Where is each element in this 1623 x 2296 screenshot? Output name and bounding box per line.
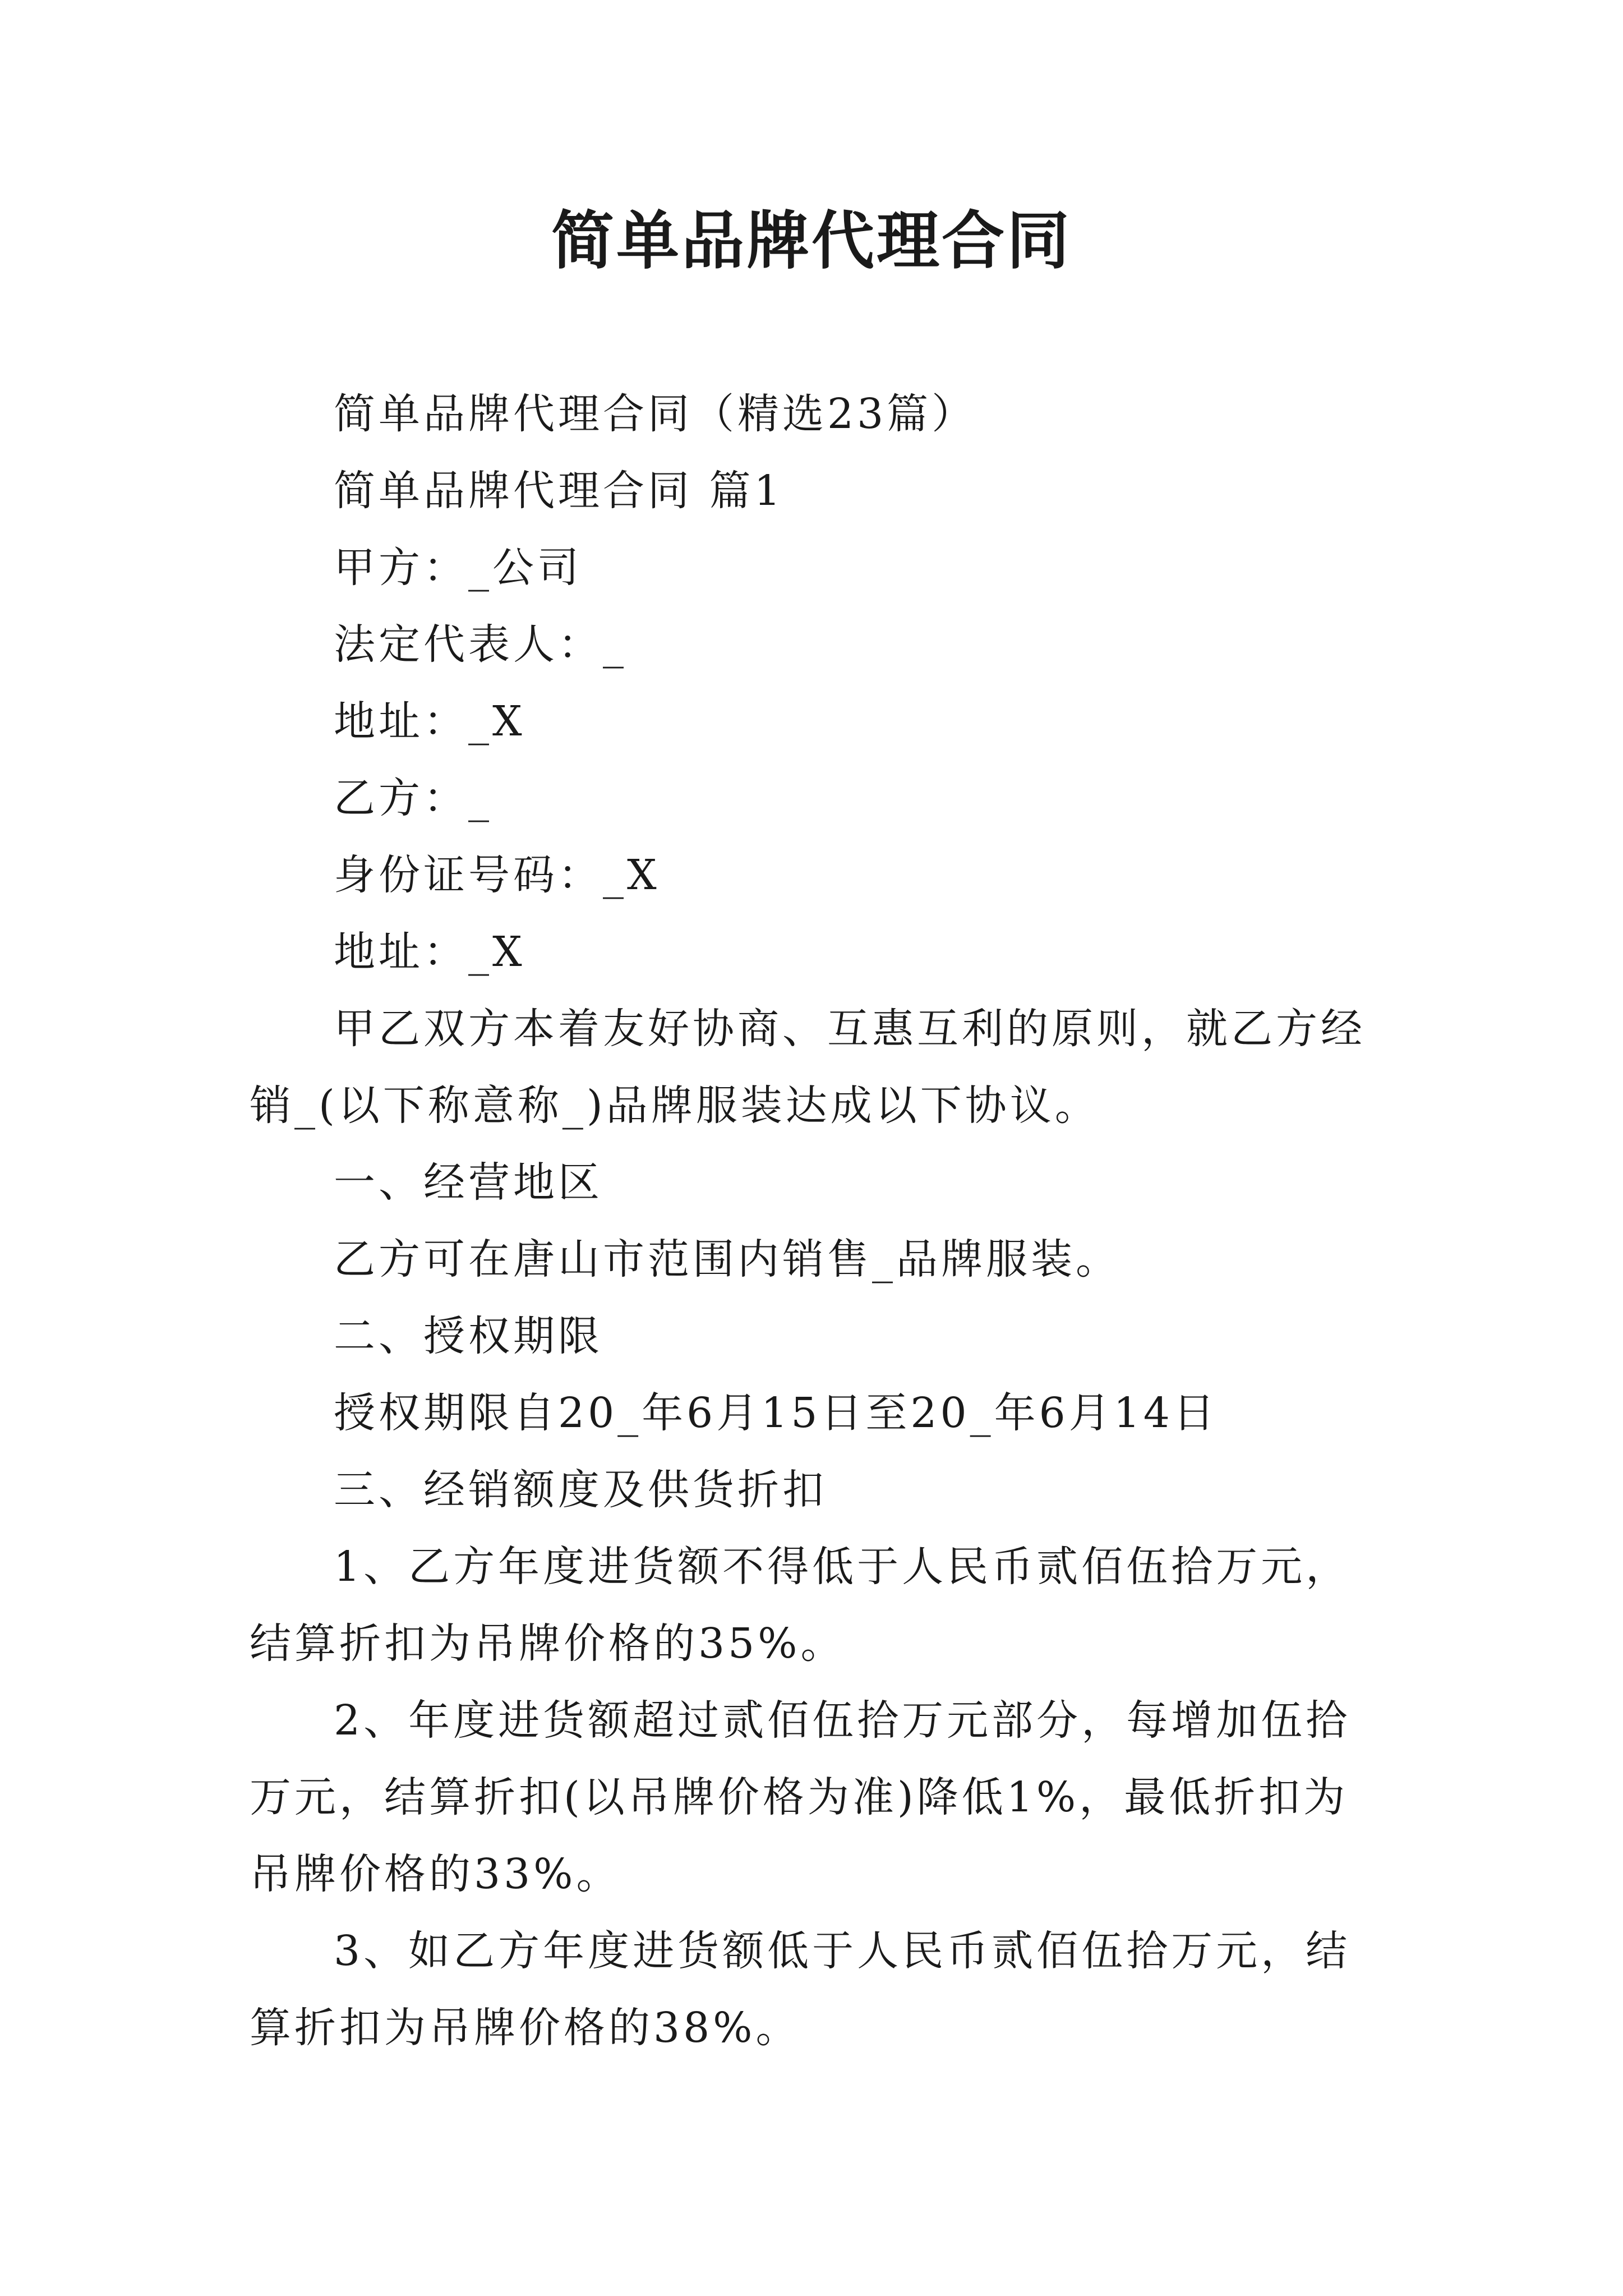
paragraph-clause-3-heading: 三、经销额度及供货折扣 bbox=[334, 1466, 827, 1514]
paragraph-party-a: 甲方：_公司 bbox=[334, 544, 582, 592]
paragraph-clause-3-item-1: 1、乙方年度进货额不得低于人民币贰佰伍拾万元，结算折扣为吊牌价格的35%。 bbox=[250, 1543, 1351, 1668]
paragraph-id-number: 身份证号码：_X bbox=[334, 851, 660, 899]
paragraph-clause-1-body: 乙方可在唐山市范围内销售_品牌服装。 bbox=[334, 1235, 1121, 1283]
paragraph-clause-3-item-2: 2、年度进货额超过贰佰伍拾万元部分，每增加伍拾万元，结算折扣(以吊牌价格为准)降低1%，最低折扣为吊牌价格的33%。 bbox=[250, 1696, 1351, 1898]
document-title: 简单品牌代理合同 bbox=[551, 204, 1072, 278]
paragraph-section-heading: 简单品牌代理合同 篇1 bbox=[334, 467, 784, 515]
paragraph-address-b: 地址：_X bbox=[334, 928, 525, 976]
paragraph-legal-rep: 法定代表人：_ bbox=[334, 620, 627, 669]
paragraph-clause-2-body: 授权期限自20_年6月15日至20_年6月14日 bbox=[334, 1389, 1218, 1437]
paragraph-party-b: 乙方：_ bbox=[334, 774, 492, 822]
paragraph-clause-3-item-3: 3、如乙方年度进货额低于人民币贰佰伍拾万元，结算折扣为吊牌价格的38%。 bbox=[250, 1927, 1351, 2052]
document-body bbox=[250, 376, 1382, 2067]
paragraph-clause-1-heading: 一、经营地区 bbox=[334, 1158, 603, 1207]
paragraph-subtitle: 简单品牌代理合同（精选23篇） bbox=[334, 390, 977, 438]
paragraph-address-a: 地址：_X bbox=[334, 697, 525, 746]
paragraph-clause-2-heading: 二、授权期限 bbox=[334, 1312, 603, 1360]
paragraph-preamble: 甲乙双方本着友好协商、互惠互利的原则，就乙方经销_(以下称意称_)品牌服装达成以下协议。 bbox=[250, 1005, 1366, 1130]
